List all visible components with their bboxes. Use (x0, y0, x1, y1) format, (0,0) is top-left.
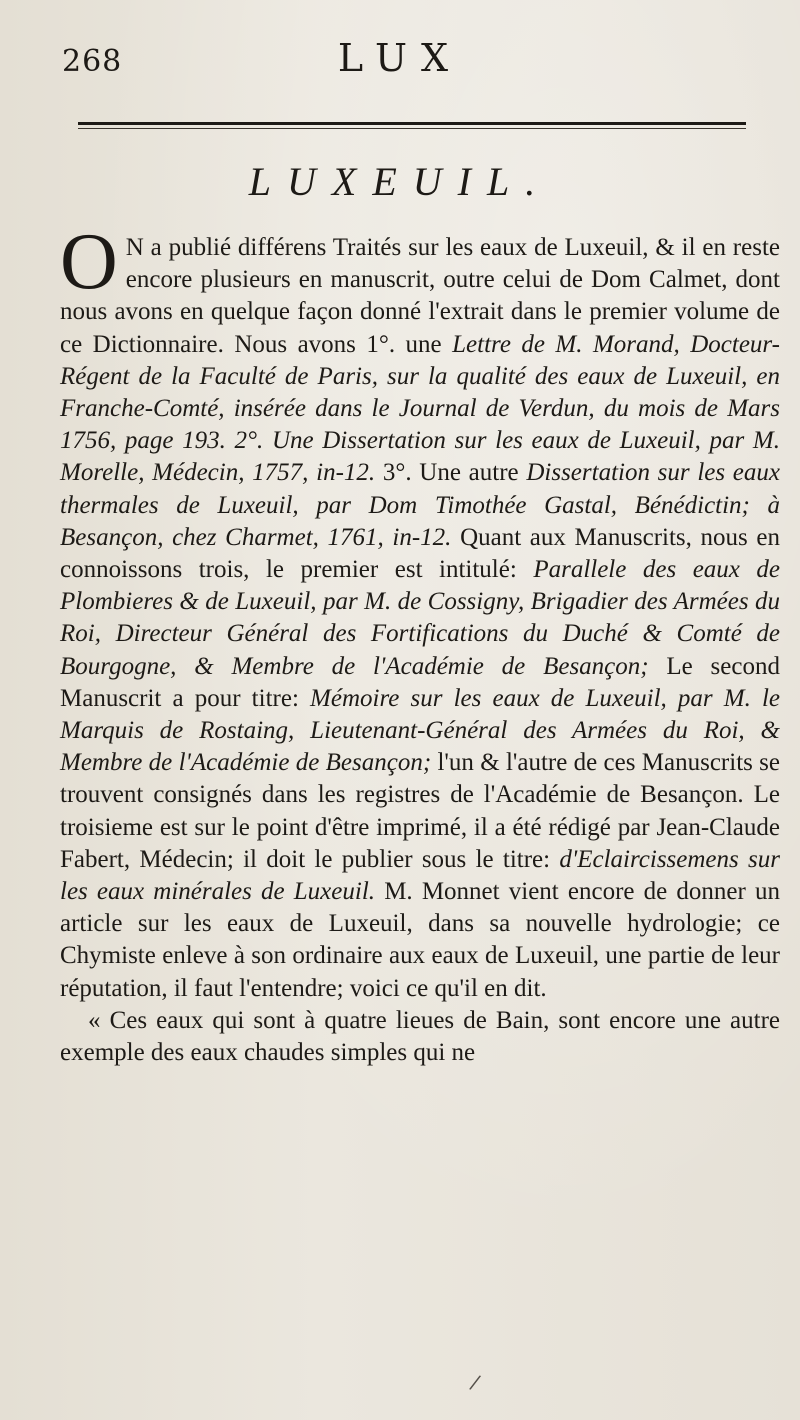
italic-citation: Lettre de M. Morand, Docteur-Régent de la Faculté de Paris, sur la qualité des eaux de Luxeuil, en Franche-Comté, insérée dans le Journal de Verdun, du mois de Mars 1756, page 193. 2°. Une Dissertation sur les eaux de Luxeuil, par M. Morelle, Médecin, 1757, in-12. (60, 330, 780, 487)
text-run: M. Monnet vient encore de donner un article sur les eaux de Luxeuil, dans sa nouvelle hydrologie; ce Chymiste enleve à son ordinaire aux eaux de Luxeuil, une partie de leur réputation, il faut l'entendre; voici ce qu'il en dit. (60, 878, 780, 1002)
paragraph-2: « Ces eaux qui sont à quatre lieues de Bain, sont encore une autre exemple des eaux chaudes simples qui ne (60, 1006, 780, 1067)
running-head (60, 34, 740, 86)
running-title: LUX (337, 36, 463, 80)
text-run: N a publié différens Traités sur les eaux de Luxeuil, & il en reste encore plusieurs en manuscrit, outre celui de Dom Calmet, dont nous avons en quelque façon donné l'extrait dans le premier volume de ce Dictionnaire. Nous avons 1°. une (60, 234, 780, 358)
italic-citation: Mémoire sur les eaux de Luxeuil, par M. le Marquis de Rostaing, Lieutenant-Général des Armées du Roi, & Membre de l'Académie de Besançon; (60, 684, 781, 777)
ink-mark: / (468, 1369, 483, 1395)
paragraph-1 (60, 218, 781, 1005)
text-run: Le second Manuscrit a pour titre: (60, 652, 780, 712)
page-number: 268 (62, 44, 123, 79)
text-run: 3°. Une autre (375, 459, 527, 487)
text-run: Quant aux Manuscrits, nous en connoissons trois, le premier est intitulé: (60, 523, 780, 584)
header-rule (78, 122, 746, 125)
italic-citation: Dissertation sur les eaux thermales de Luxeuil, par Dom Timothée Gastal, Bénédictin; à Besançon, chez Charmet, 1761, in-12. (60, 459, 780, 551)
article-body (60, 218, 781, 1069)
text-run: l'un & l'autre de ces Manuscrits se trouvent consignés dans les registres de l'Académie de Besançon. Le troisieme est sur le point d'être imprimé, il a été rédigé par Jean-Claude Fabert, Médecin; il doit le publier sous le titre: (60, 749, 780, 873)
article-title: LUXEUIL. (248, 159, 552, 204)
drop-cap: O (60, 218, 118, 306)
italic-citation: d'Eclaircissemens sur les eaux minérales de Luxeuil. (60, 845, 780, 906)
italic-citation: Parallele des eaux de Plombieres & de Luxeuil, par M. de Cossigny, Brigadier des Armées du Roi, Directeur Général des Fortifications du Duché & Comté de Bourgogne, & Membre de l'Académie de Besançon; (60, 556, 780, 680)
